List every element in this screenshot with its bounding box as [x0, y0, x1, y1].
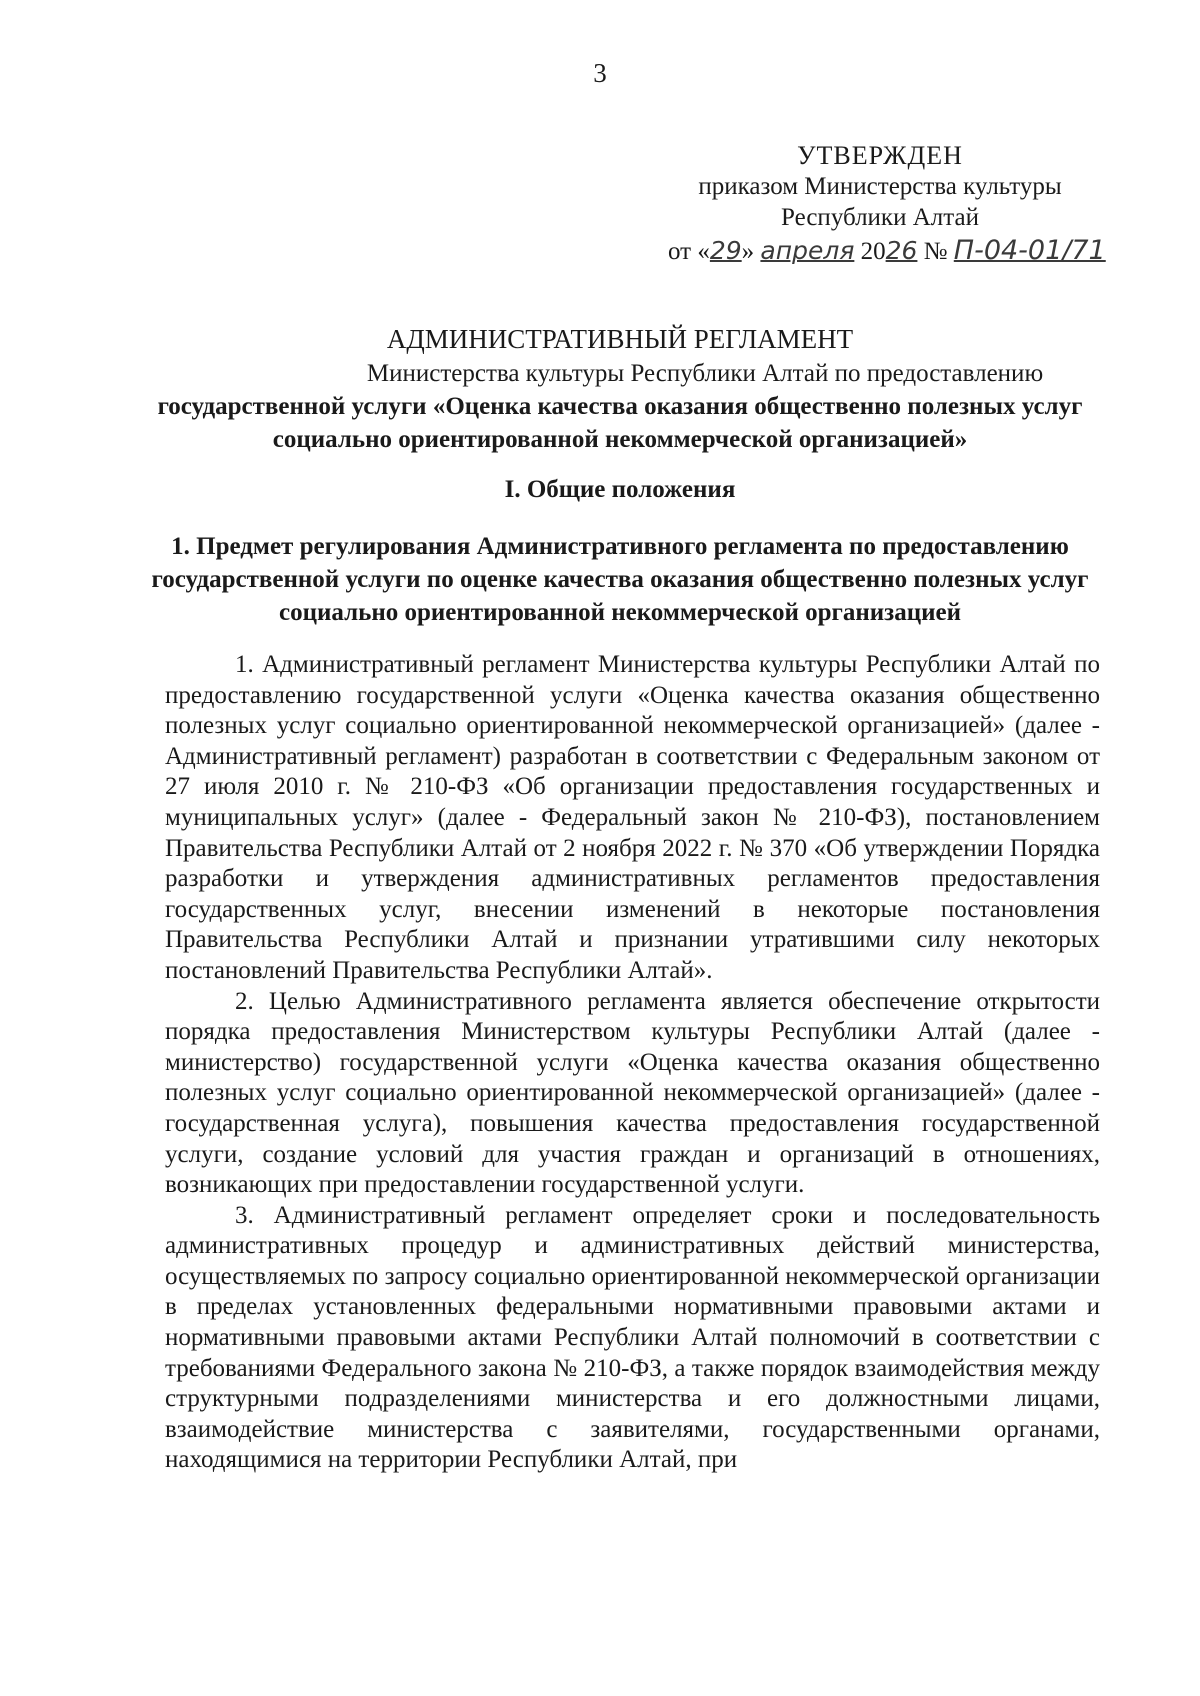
date-prefix: от « — [668, 238, 710, 265]
document-title: АДМИНИСТРАТИВНЫЙ РЕГЛАМЕНТ — [386, 324, 854, 354]
subtitle-line-1: Министерства культуры Республики Алтай по предоставлению — [366, 360, 1044, 387]
number-prefix: № — [917, 238, 954, 265]
document-body — [165, 650, 1100, 1476]
date-year-handwritten: 26 — [885, 236, 918, 265]
paragraph-3: 3. Административный регламент определяет сроки и последовательность административных процедур и административных действий министерства, осуществляемых по запросу социально ориентированной некоммерческой организации в пределах установленных федеральными нормативными правовыми актами и нормативными правовыми актами Республики Алтай полномочий в соответствии с требованиями Федерального закона № 210-ФЗ, а также порядок взаимодействия между структурными подразделениями министерства и его должностными лицами, взаимодействие министерства с заявителями, государственными органами, находящимися на территории Республики Алтай, при — [165, 1201, 1100, 1474]
section-heading: I. Общие положения — [504, 476, 736, 503]
document-subtitle — [150, 357, 1090, 456]
subtitle-line-2 — [150, 390, 1090, 456]
subtitle-bold: государственной услуги «Оценка качества оказания общественно полезных услуг социально ориентированной некоммерческой организацией» — [157, 393, 1083, 453]
approval-line-2: Республики Алтай — [781, 204, 979, 231]
paragraph-1: 1. Административный регламент Министерства культуры Республики Алтай по предоставлению государственной услуги «Оценка качества оказания общественно полезных услуг социально ориентированной некоммерческой организацией» (далее - Административный регламент) разработан в соответствии с Федеральным законом от 27 июля 2010 г. № 210-ФЗ «Об организации предоставления государственных и муниципальных услуг» (далее - Федеральный закон № 210-ФЗ), постановлением Правительства Республики Алтай от 2 ноября 2022 г. № 370 «Об утверждении Порядка разработки и утверждения административных регламентов предоставления государственных услуг, внесении изменений в некоторые постановления Правительства Республики Алтай и признании утратившими силу некоторых постановлений Правительства Республики Алтай». — [165, 651, 1100, 984]
date-year-prefix: 20 — [854, 238, 886, 265]
page-number: 3 — [593, 58, 607, 88]
approval-date-line — [668, 235, 1106, 267]
paragraph-2: 2. Целью Административного регламента является обеспечение открытости порядка предоставления Министерством культуры Республики Алтай (далее - министерство) государственной услуги «Оценка качества оказания общественно полезных услуг социально ориентированной некоммерческой организацией» (далее - государственная услуга), повышения качества предоставления государственной услуги, создание условий для участия граждан и организаций в отношениях, возникающих при предоставлении государственной услуги. — [165, 987, 1100, 1199]
date-day-handwritten: 29 — [709, 236, 742, 265]
approval-title: УТВЕРЖДЕН — [797, 141, 963, 170]
subsection-heading: 1. Предмет регулирования Административного регламента по предоставлению государственной услуги по оценке качества оказания общественно полезных услуг социально ориентированной некоммерческой организацией — [151, 533, 1089, 626]
approval-line-1: приказом Министерства культуры — [698, 173, 1062, 200]
approval-stamp — [650, 140, 1106, 267]
date-month-handwritten: апреля — [760, 236, 855, 265]
order-number-handwritten: П-04-01/71 — [953, 235, 1106, 266]
date-sep: » — [741, 238, 755, 265]
